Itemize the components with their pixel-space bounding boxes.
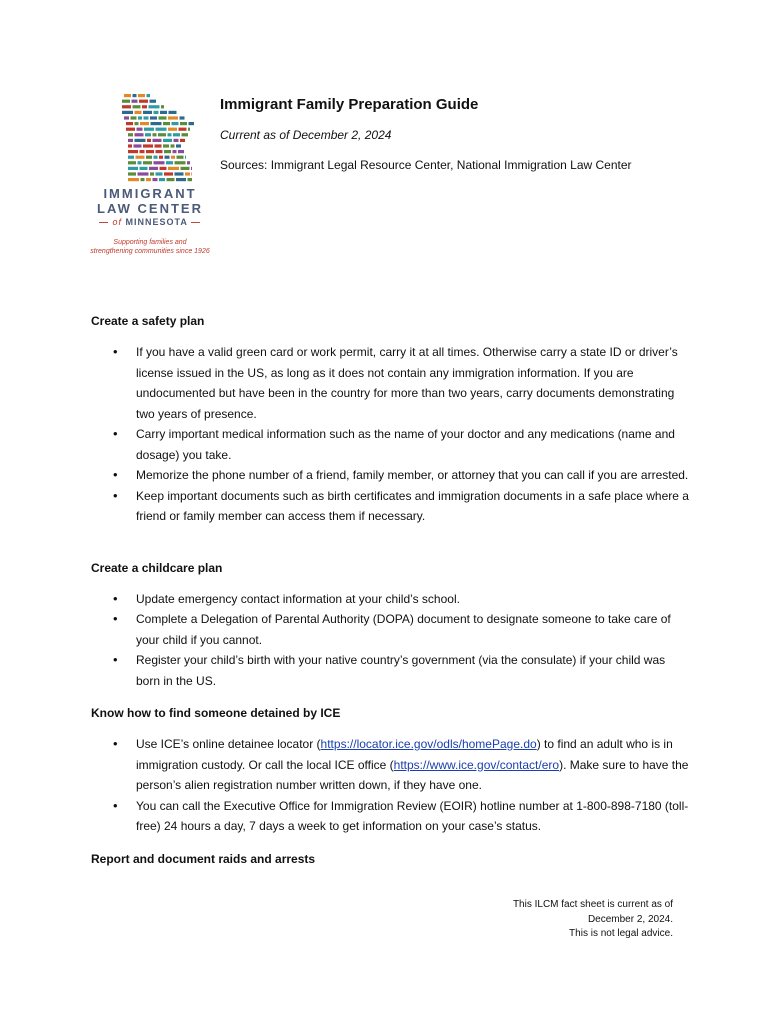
- logo-tile: [146, 156, 152, 159]
- bullet-list: [91, 342, 691, 527]
- logo-tile: [153, 133, 157, 136]
- logo-tile: [159, 116, 167, 119]
- logo-tile: [150, 100, 157, 103]
- logo-tile: [160, 111, 167, 114]
- document-title: Immigrant Family Preparation Guide: [220, 96, 479, 113]
- list-item: • If you have a valid green card or work permit, carry it at all times. Otherwise carry a state ID or driver’s license issued in the US, as long as it does not contain any immigration information. If you are undocumented but have been in the country for more than two years, carry documents demonstrating two years of presence.: [91, 342, 691, 424]
- tagline-line2: strengthening communities since 1926: [90, 248, 210, 255]
- logo-tile: [140, 150, 145, 153]
- section-childcare-plan: [91, 558, 691, 692]
- logo-tile: [187, 161, 190, 164]
- logo-tile: [138, 172, 149, 175]
- logo-tile: [135, 111, 142, 114]
- document-header: [220, 94, 740, 173]
- logo-tile: [165, 156, 170, 159]
- sources-line: Sources: Immigrant Legal Resource Center, National Immigration Law Center: [220, 158, 632, 172]
- section-report-raids: [91, 849, 691, 869]
- list-item: • Register your child’s birth with your native country’s government (via the consulate) if your child was born in the US.: [91, 650, 691, 691]
- logo-tile: [128, 161, 136, 164]
- logo-tile: [138, 161, 142, 164]
- logo-tile: [180, 122, 187, 125]
- list-item: • Complete a Delegation of Parental Authority (DOPA) document to designate someone to take care of your child if you cannot.: [91, 609, 691, 650]
- minnesota-map-icon: [86, 92, 214, 187]
- logo-tile: [131, 116, 137, 119]
- list-item: • Keep important documents such as birth certificates and immigration documents in a safe place where a friend or family member can access them if necessary.: [91, 486, 691, 527]
- logo-tile: [185, 156, 186, 159]
- list-item-text: ). Make sure to have the person’s alien registration number written down, if they have one.: [136, 757, 689, 792]
- logo-tile: [168, 128, 177, 131]
- logo-tile: [168, 167, 179, 170]
- logo-tile: [144, 128, 154, 131]
- org-name-line1: IMMIGRANT: [103, 186, 197, 201]
- section-heading: Create a safety plan: [91, 314, 205, 328]
- section-heading: Know how to find someone detained by ICE: [91, 706, 341, 720]
- logo-tile: [160, 167, 167, 170]
- logo-tile: [141, 178, 145, 181]
- list-item: • Memorize the phone number of a friend, family member, or attorney that you can call if you are arrested.: [91, 465, 691, 486]
- logo-tile: [168, 133, 172, 136]
- document-body: [91, 311, 691, 869]
- logo-tile: [164, 150, 171, 153]
- logo-tile: [156, 150, 163, 153]
- footer-line2: December 2, 2024.: [587, 913, 673, 925]
- logo-tile: [188, 178, 193, 181]
- logo-tile: [128, 150, 138, 153]
- logo-tile: [122, 111, 133, 114]
- section-find-detained: [91, 703, 691, 837]
- logo-tile: [138, 94, 145, 97]
- logo-tile: [164, 172, 173, 175]
- logo-tile: [140, 167, 148, 170]
- logo-tile: [176, 178, 186, 181]
- logo-tile: [128, 172, 136, 175]
- logo-tile: [163, 122, 170, 125]
- logo-tile: [156, 128, 167, 131]
- logo-tile: [180, 139, 185, 142]
- bullet-list: [91, 589, 691, 692]
- logo-tile: [140, 122, 149, 125]
- org-name-place: MINNESOTA: [125, 217, 188, 227]
- logo-tile: [142, 105, 147, 108]
- logo-tile: [147, 139, 151, 142]
- ice-contact-ero-link[interactable]: https://www.ice.gov/contact/ero: [393, 757, 560, 772]
- list-item: [91, 734, 691, 796]
- logo-tile: [145, 133, 151, 136]
- logo-tile: [168, 116, 178, 119]
- logo-tile: [146, 150, 154, 153]
- logo-tile: [150, 116, 157, 119]
- logo-tile: [128, 167, 138, 170]
- footer-disclaimer: [473, 898, 673, 942]
- logo-tile: [158, 133, 166, 136]
- logo-tile: [185, 172, 190, 175]
- logo-tile: [171, 156, 175, 159]
- logo-tile: [143, 111, 152, 114]
- logo-tile: [154, 111, 159, 114]
- logo-tile: [176, 144, 181, 147]
- logo-tile: [143, 161, 152, 164]
- section-safety-plan: [91, 311, 691, 527]
- logo-tile: [171, 144, 175, 147]
- logo-tile: [163, 139, 172, 142]
- logo-tile: [138, 116, 142, 119]
- logo-tile: [182, 133, 189, 136]
- footer-line3: This is not legal advice.: [569, 928, 673, 939]
- logo-tile: [146, 178, 151, 181]
- logo-tile: [133, 105, 141, 108]
- list-item: • Carry important medical information such as the name of your doctor and any medications (name and dosage) you take.: [91, 424, 691, 465]
- logo-tile: [136, 156, 145, 159]
- logo-tile: [128, 156, 134, 159]
- list-item-text: ) to find an adult who is in immigration custody. Or call the local ICE office (: [136, 737, 673, 772]
- logo-tile: [128, 139, 133, 142]
- org-name-line2: LAW CENTER: [97, 201, 203, 216]
- logo-tile: [133, 94, 137, 97]
- logo-tile: [134, 144, 142, 147]
- logo-tile: [153, 178, 158, 181]
- logo-tile: [163, 144, 169, 147]
- section-heading: Report and document raids and arrests: [91, 851, 316, 866]
- logo-tile: [147, 94, 151, 97]
- logo-tile: [122, 100, 130, 103]
- logo-tile: [124, 94, 131, 97]
- logo-tile: [126, 128, 135, 131]
- logo-tile: [189, 122, 195, 125]
- bullet-list: [91, 734, 691, 837]
- logo-tile: [132, 100, 138, 103]
- logo-tile: [179, 128, 187, 131]
- logo-tile: [180, 116, 185, 119]
- current-as-of-date: Current as of December 2, 2024: [220, 128, 392, 142]
- logo-tile: [166, 161, 173, 164]
- ice-detainee-locator-link[interactable]: https://locator.ice.gov/odls/homePage.do: [320, 737, 537, 751]
- logo-tile: [144, 116, 149, 119]
- logo-tile: [153, 139, 162, 142]
- logo-tile: [174, 139, 179, 142]
- logo-tile: [173, 150, 177, 153]
- logo-tile: [149, 167, 158, 170]
- logo-tile: [178, 150, 184, 153]
- logo-tile: [154, 156, 158, 159]
- logo-tile: [173, 133, 180, 136]
- logo-tile: [154, 161, 165, 164]
- logo-tile: [167, 178, 175, 181]
- organization-tagline: [80, 238, 220, 256]
- logo-tile: [135, 139, 146, 142]
- list-item: • Update emergency contact information at your child’s school.: [91, 589, 691, 610]
- logo-tile: [169, 111, 177, 114]
- footer-line1: This ILCM fact sheet is current as of: [512, 899, 673, 910]
- logo-tile: [137, 128, 143, 131]
- logo-tile: [128, 133, 133, 136]
- logo-tile: [143, 144, 153, 147]
- logo-tile: [172, 122, 179, 125]
- logo-tile: [135, 133, 144, 136]
- logo-tile: [122, 105, 131, 108]
- logo-tile: [139, 100, 148, 103]
- list-item: • You can call the Executive Office for Immigration Review (EOIR) hotline number at 1-800-898-7180 (toll-free) 24 hours a day, 7 days a week to get information on your case’s status.: [91, 796, 691, 837]
- logo-tile: [126, 122, 133, 125]
- logo-tile: [159, 156, 163, 159]
- logo-tile: [155, 144, 162, 147]
- organization-name: [86, 186, 214, 228]
- org-name-line3: — of MINNESOTA —: [98, 217, 202, 227]
- logo-tile: [128, 144, 132, 147]
- logo-tile: [177, 156, 184, 159]
- logo-tile: [192, 172, 193, 175]
- logo-tile: [150, 172, 154, 175]
- logo-tile: [159, 178, 165, 181]
- logo-tile: [149, 105, 160, 108]
- list-item-text: Use ICE’s online detainee locator (: [136, 737, 321, 751]
- logo-tile: [135, 122, 139, 125]
- logo-tile: [128, 178, 139, 181]
- logo-tile: [124, 116, 129, 119]
- logo-tile: [156, 172, 163, 175]
- logo-tile: [175, 161, 186, 164]
- logo-tile: [175, 172, 184, 175]
- logo-tile: [188, 128, 190, 131]
- tagline-line1: Supporting families and: [113, 239, 187, 246]
- logo-tile: [191, 167, 192, 170]
- logo-tile: [161, 105, 164, 108]
- logo-tile: [181, 167, 190, 170]
- section-heading: Create a childcare plan: [91, 560, 223, 575]
- logo-tile: [151, 122, 162, 125]
- org-name-of: of: [112, 217, 122, 227]
